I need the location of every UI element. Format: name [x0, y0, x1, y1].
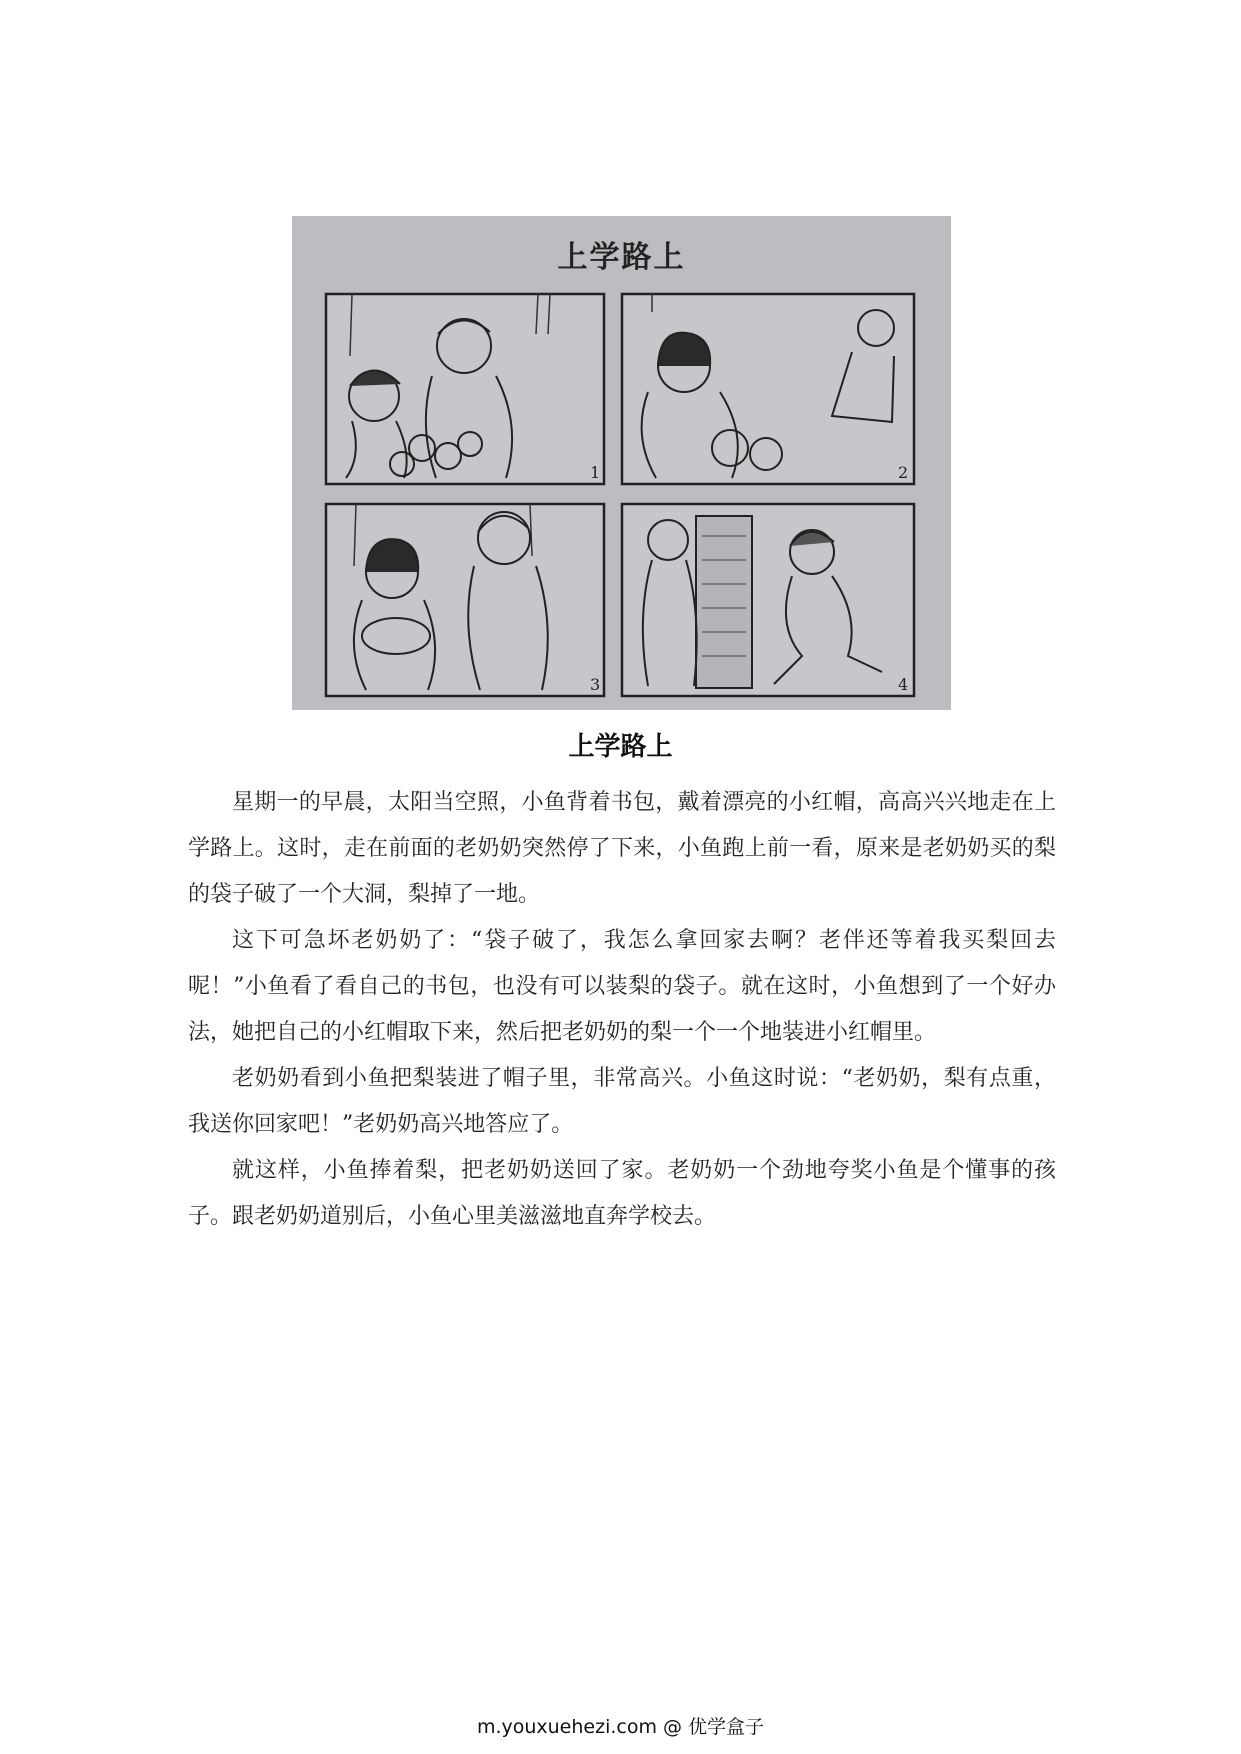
panel-number-1: 1: [590, 463, 601, 482]
comic-panel-1: [326, 294, 604, 484]
comic-panel-2: [622, 294, 914, 484]
paragraph-3: 老奶奶看到小鱼把梨装进了帽子里，非常高兴。小鱼这时说：“老奶奶，梨有点重，我送你回家吧！”老奶奶高兴地答应了。: [188, 1066, 1056, 1137]
comic-panel-4: [622, 504, 914, 696]
panel-number-3: 3: [590, 675, 601, 694]
footer-watermark: m.youxuehezi.com @ 优学盒子: [476, 1716, 765, 1738]
story-body: [188, 780, 1056, 1240]
comic-panel-3: [326, 504, 604, 696]
paragraph-4: 就这样，小鱼捧着梨，把老奶奶送回了家。老奶奶一个劲地夸奖小鱼是个懂事的孩子。跟老奶奶道别后，小鱼心里美滋滋地直奔学校去。: [188, 1158, 1056, 1229]
paragraph-2: 这下可急坏老奶奶了：“袋子破了，我怎么拿回家去啊？老伴还等着我买梨回去呢！”小鱼看了看自己的书包，也没有可以装梨的袋子。就在这时，小鱼想到了一个好办法，她把自己的小红帽取下来，然后把老奶奶的梨一个一个地装进小红帽里。: [188, 928, 1056, 1045]
paragraph-1: 星期一的早晨，太阳当空照，小鱼背着书包，戴着漂亮的小红帽，高高兴兴地走在上学路上。这时，走在前面的老奶奶突然停了下来，小鱼跑上前一看，原来是老奶奶买的梨的袋子破了一个大洞，梨掉了一地。: [188, 790, 1056, 907]
document-title: 上学路上: [568, 732, 673, 762]
panel-number-2: 2: [898, 463, 909, 482]
panel-number-4: 4: [898, 675, 909, 694]
comic-heading: 上学路上: [557, 240, 686, 275]
comic-photo: [292, 216, 951, 710]
comic-strip: [292, 216, 951, 710]
